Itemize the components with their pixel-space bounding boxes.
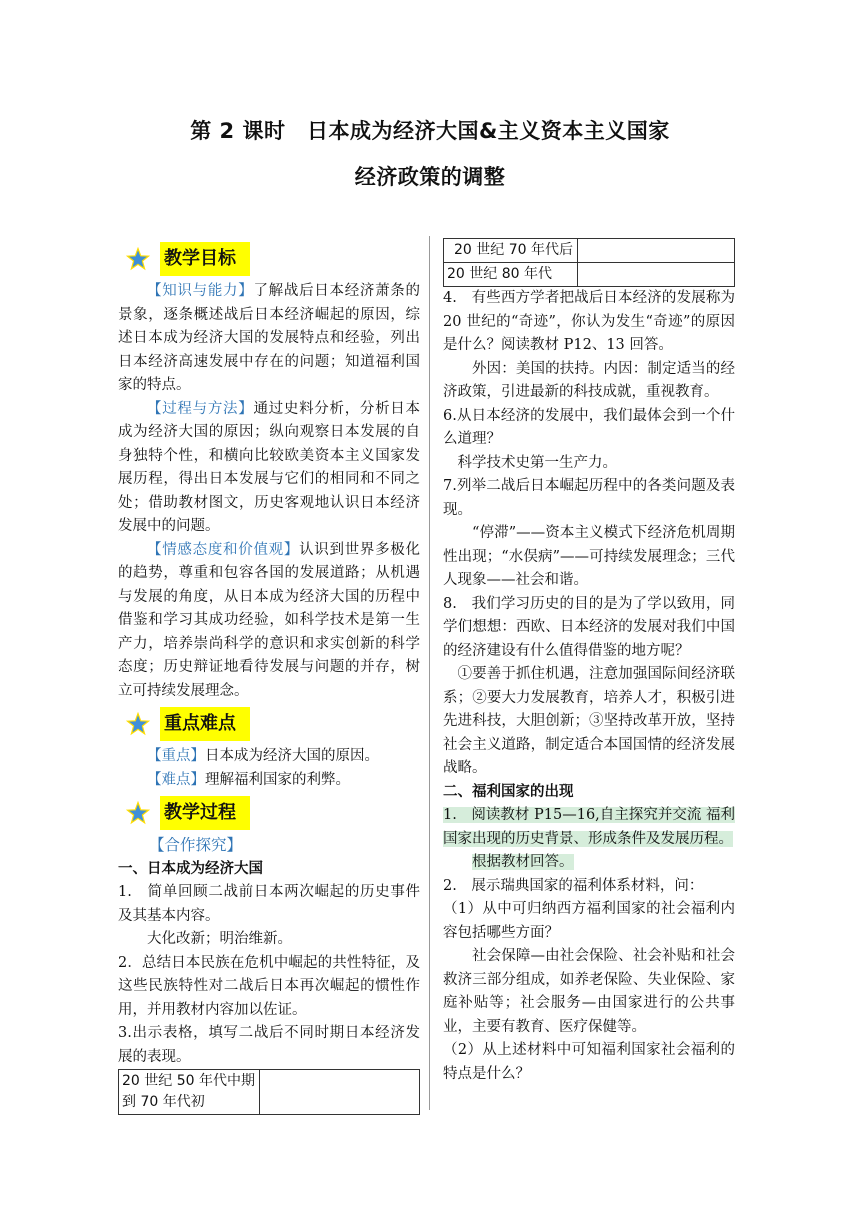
table-cell-empty[interactable] [577, 239, 734, 263]
right-column [443, 238, 735, 1086]
answer-6: 科学技术史第一生产力。 [457, 454, 617, 471]
question-7: 7.列举二战后日本崛起历程中的各类问题及表现。 [443, 478, 735, 518]
table-cell-period: 20 世纪 50 年代中期到 70 年代初 [119, 1070, 260, 1115]
part2-heading: 二、福利国家的出现 [443, 783, 574, 800]
sub-answer-1: 社会保障—由社会保险、社会补贴和社会救济三部分组成，如养老保险、失业保险、家庭补贴等；社会服务—由国家进行的公共事业，主要有教育、医疗保健等。 [443, 948, 735, 1035]
key-text: 日本成为经济大国的原因。 [205, 748, 379, 764]
sub-question-2: （2）从上述材料中可知福利国家社会福利的特点是什么？ [443, 1042, 735, 1082]
difficult-tag: 【难点】 [147, 771, 205, 788]
answer-4: 外因：美国的扶持。内因：制定适当的经济政策，引进最新的科技成就，重视教育。 [443, 360, 735, 400]
page-title-line2: 经济政策的调整 [354, 165, 506, 189]
question-3: 3.出示表格，填写二战后不同时期日本经济发展的表现。 [118, 1025, 420, 1065]
goal-tag: 【知识与能力】 [147, 283, 254, 299]
page-title-line1: 第 2 课时 日本成为经济大国&主义资本主义国家 [190, 119, 670, 143]
goal-tag: 【过程与方法】 [147, 400, 254, 417]
section-teaching-process [126, 796, 420, 830]
goal-values [118, 539, 420, 704]
reading-answer-1 [443, 851, 735, 875]
coop-tag: 【合作探究】 [149, 836, 243, 854]
part1-heading: 一、日本成为经济大国 [118, 860, 263, 877]
table-cell-empty[interactable] [260, 1070, 420, 1115]
section-heading: 教学过程 [160, 796, 250, 830]
section-key-points [126, 707, 420, 741]
table-row [444, 263, 735, 287]
blue-star-icon [126, 712, 150, 736]
key-tag: 【重点】 [147, 748, 205, 764]
goal-text: 认识到世界多极化的趋势，尊重和包容各国的发展道路；从机遇与发展的角度，从日本成为经济大国的历程中借鉴和学习其成功经验，如科学技术是第一生产力，培养崇尚科学的意识和求实创新的科学态度；历史辩证地看待发展与问题的并存，树立可持续发展理念。 [118, 541, 421, 699]
answer-7: “停滞”——资本主义模式下经济危机周期性出现；“水俣病”——可持续发展理念；三代人现象——社会和谐。 [443, 525, 735, 588]
blue-star-icon [126, 801, 150, 825]
difficult-point [118, 769, 420, 793]
goal-tag: 【情感态度和价值观】 [147, 541, 300, 558]
reading-task-2: 2. 展示瑞典国家的福利体系材料，问： [443, 877, 704, 894]
table-cell-period: 20 世纪 70 年代后 [444, 239, 578, 263]
section-heading: 重点难点 [160, 707, 250, 741]
question-1: 1. 简单回顾二战前日本两次崛起的历史事件及其基本内容。 [118, 884, 420, 924]
answer-1: 大化改新；明治维新。 [147, 931, 292, 947]
highlighted-text: 根据教材回答。 [472, 854, 574, 870]
question-2: 2．总结日本民族在危机中崛起的共性特征，及这些民族特性对二战后日本再次崛起的惯性作用，并用教材内容加以佐证。 [118, 954, 420, 1018]
answer-8: ①要善于抓住机遇，注意加强国际间经济联系；②要大力发展教育，培养人才，积极引进先进科技，大胆创新；③坚持改革开放，坚持社会主义道路，制定适合本国国情的经济发展战略。 [443, 666, 735, 776]
table-row [119, 1070, 420, 1115]
goal-text: 了解战后日本经济萧条的景象，逐条概述战后日本经济崛起的原因，综述日本成为经济大国的发展特点和经验，列出日本经济高速发展中存在的问题；知道福利国家的特点。 [118, 283, 421, 393]
highlighted-text: 1. 阅读教材 P15—16,自主探究并交流 福利国家出现的历史背景、形成条件及发展历程。 [443, 807, 735, 847]
section-heading: 教学目标 [160, 242, 250, 276]
reading-task-1 [443, 804, 735, 851]
development-table-part1 [118, 1069, 420, 1115]
question-8: 8. 我们学习历史的目的是为了学以致用，同学们想想：西欧、日本经济的发展对我们中国的经济建设有什么值得借鉴的地方呢？ [443, 595, 735, 659]
section-teaching-goals [126, 242, 420, 276]
column-divider [429, 236, 430, 1110]
goal-process [118, 398, 420, 539]
sub-question-1: （1）从中可归纳西方福利国家的社会福利内容包括哪些方面？ [443, 901, 735, 941]
question-6: 6.从日本经济的发展中，我们最体会到一个什么道理？ [443, 407, 735, 447]
goal-text: 通过史料分析，分析日本成为经济大国的原因；纵向观察日本发展的自身独特个性，和横向比较欧美资本主义国家发展历程，得出日本发展与它们的相同和不同之处；借助教材图文，历史客观地认识日本经济发展中的问题。 [118, 400, 421, 534]
left-column [118, 238, 420, 1115]
difficult-text: 理解福利国家的利弊。 [205, 771, 350, 788]
question-4: 4. 有些西方学者把战后日本经济的发展称为 20 世纪的“奇迹”，你认为发生“奇迹”的原因是什么？阅读教材 P12、13 回答。 [443, 290, 735, 353]
key-point [118, 745, 420, 769]
table-cell-empty[interactable] [577, 263, 734, 287]
development-table-part2 [443, 238, 735, 287]
blue-star-icon [126, 247, 150, 271]
table-cell-period: 20 世纪 80 年代 [444, 263, 578, 287]
goal-knowledge [118, 280, 420, 398]
table-row [444, 239, 735, 263]
